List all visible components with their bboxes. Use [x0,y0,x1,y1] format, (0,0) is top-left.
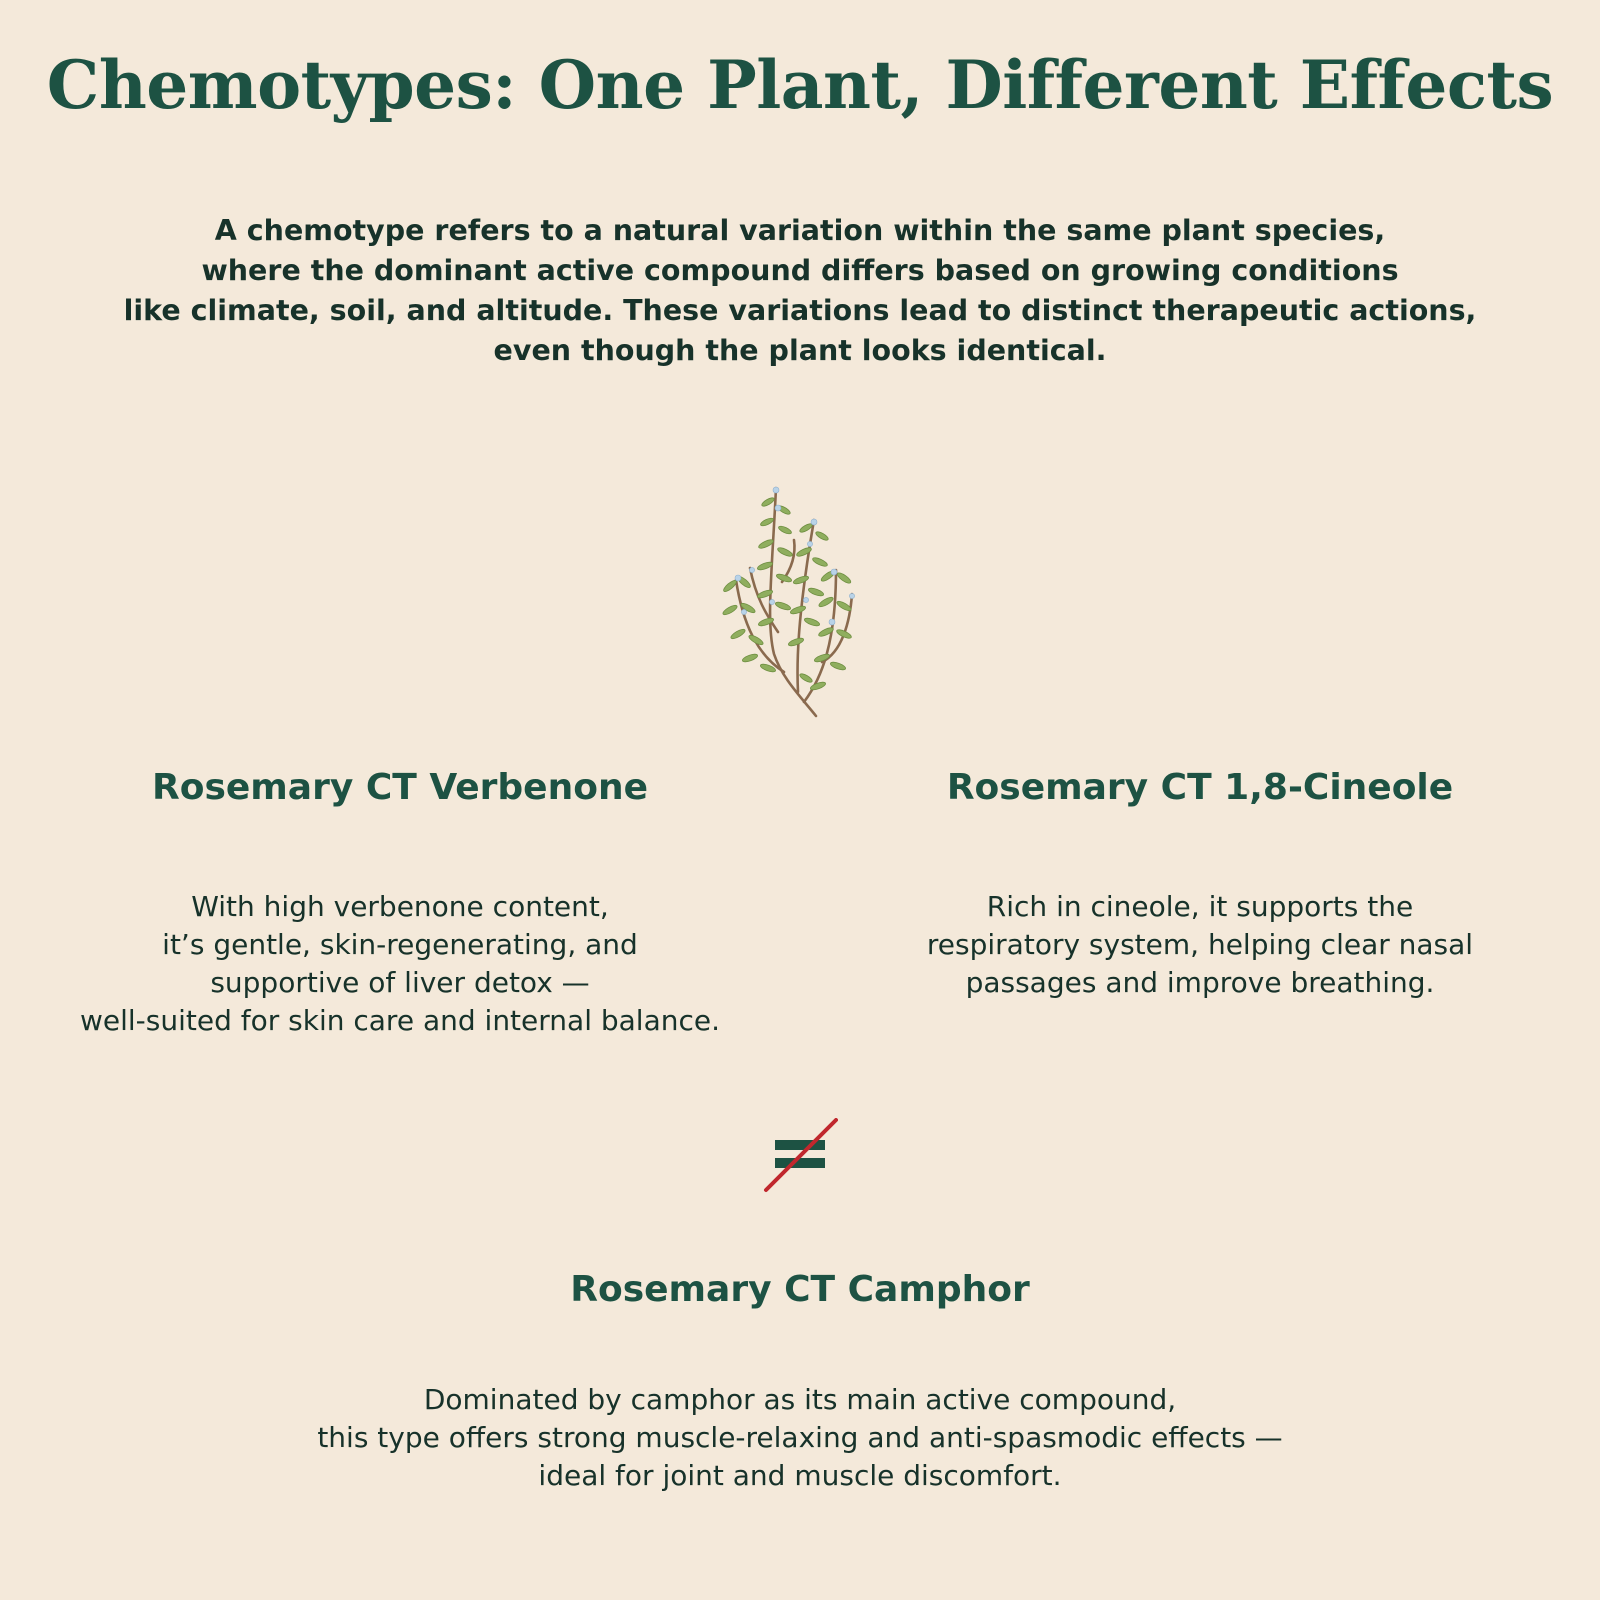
description-line: respiratory system, helping clear nasal [926,928,1474,961]
description-line: ideal for joint and muscle discomfort. [538,1459,1062,1492]
description-line: With high verbenone content, [191,890,609,923]
not-equal-icon [762,1118,838,1198]
intro-line: where the dominant active compound differs based on growing conditions [201,254,1399,287]
intro-line: A chemotype refers to a natural variation within the same plant species, [214,214,1386,247]
chemotype-description-cineole [860,888,1540,1002]
chemotype-description-verbenone [40,888,760,1040]
description-line: well-suited for skin care and internal balance. [79,1004,721,1037]
description-line: supportive of liver detox — [210,966,590,999]
description-line: this type offers strong muscle-relaxing and anti-spasmodic effects — [317,1421,1283,1454]
description-line: Dominated by camphor as its main active compound, [423,1383,1177,1416]
chemotype-title-camphor: Rosemary CT Camphor [570,1269,1030,1310]
intro-line: like climate, soil, and altitude. These variations lead to distinct therapeutic actions, [123,294,1477,327]
intro-paragraph [80,211,1520,371]
page-title: Chemotypes: One Plant, Different Effects [46,46,1554,124]
description-line: Rich in cineole, it supports the [986,890,1414,923]
chemotype-description-camphor [200,1381,1400,1495]
rosemary-sprig-icon [722,482,864,722]
description-line: it’s gentle, skin-regenerating, and [162,928,638,961]
description-line: passages and improve breathing. [965,966,1435,999]
chemotype-title-cineole: Rosemary CT 1,8-Cineole [946,767,1454,808]
chemotype-title-verbenone: Rosemary CT Verbenone [151,767,649,808]
intro-line: even though the plant looks identical. [493,334,1107,367]
